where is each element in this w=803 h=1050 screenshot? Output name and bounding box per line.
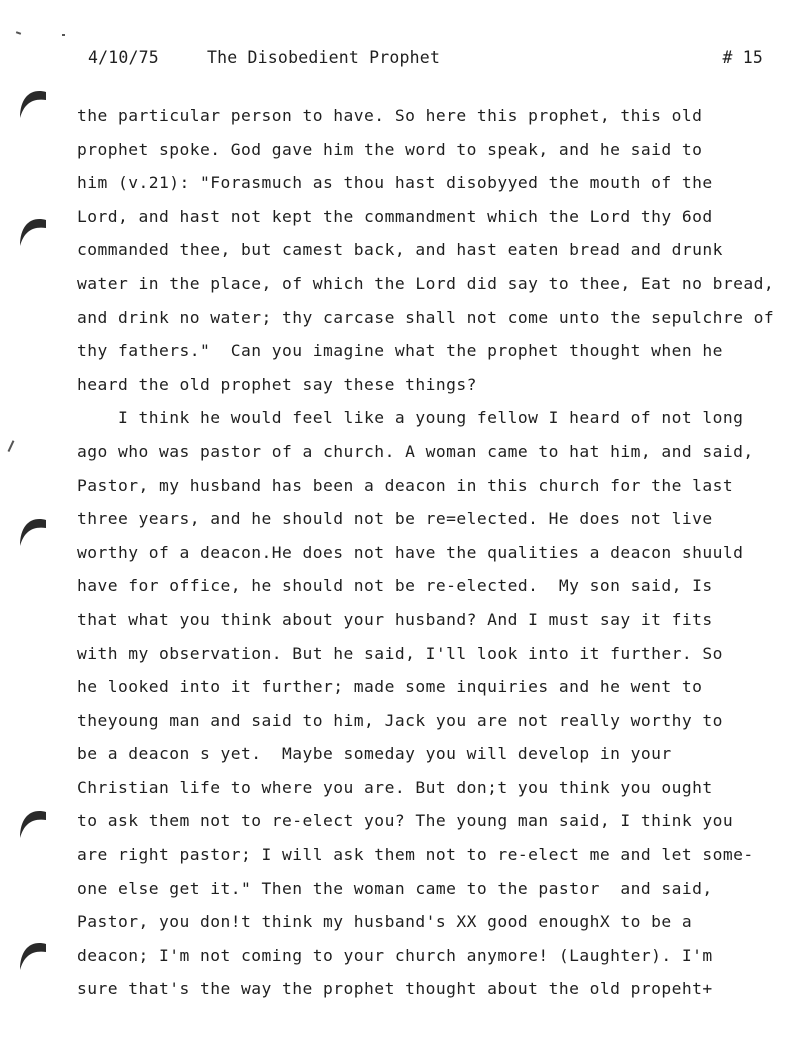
text-line: ago who was pastor of a church. A woman came to hat him, and said,: [77, 441, 754, 461]
text-line: thy fathers." Can you imagine what the prophet thought when he: [77, 341, 723, 361]
text-line: sure that's the way the prophet thought about the old propeht+: [77, 979, 713, 999]
text-line: commanded thee, but camest back, and hast eaten bread and drunk: [77, 240, 723, 260]
text-line: Pastor, my husband has been a deacon in this church for the last: [77, 475, 734, 495]
text-line: are right pastor; I will ask them not to re-elect me and let some-: [77, 845, 754, 865]
text-line: heard the old prophet say these things?: [77, 374, 477, 394]
text-line: Christian life to where you are. But don;t you think you ought: [77, 777, 713, 797]
header-date: 4/10/75: [88, 48, 159, 67]
text-line: be a deacon s yet. Maybe someday you will develop in your: [77, 744, 672, 764]
text-line: three years, and he should not be re=elected. He does not live: [77, 509, 713, 529]
binder-hole-5: [18, 940, 48, 974]
scan-mark-left: [8, 440, 14, 452]
text-line: water in the place, of which the Lord did say to thee, Eat no bread,: [77, 273, 775, 293]
text-line: he looked into it further; made some inquiries and he went to: [77, 677, 703, 697]
binder-hole-4: [18, 808, 48, 842]
text-line: Pastor, you don!t think my husband's XX good enoughX to be a: [77, 912, 693, 932]
header-title: The Disobedient Prophet: [207, 48, 441, 67]
scan-mark-top-2: [62, 34, 65, 36]
text-line: theyoung man and said to him, Jack you are not really worthy to: [77, 710, 723, 730]
text-line: one else get it." Then the woman came to the pastor and said,: [77, 878, 713, 898]
scan-mark-top: [16, 31, 21, 35]
text-line: prophet spoke. God gave him the word to speak, and he said to: [77, 139, 703, 159]
transcript-body: [77, 99, 777, 1006]
binder-hole-1: [18, 88, 48, 122]
text-line: with my observation. But he said, I'll look into it further. So: [77, 643, 723, 663]
text-line: have for office, he should not be re-elected. My son said, Is: [77, 576, 713, 596]
page-header: [88, 48, 763, 72]
binder-hole-2: [18, 216, 48, 250]
text-line: him (v.21): "Forasmuch as thou hast disobyyed the mouth of the: [77, 173, 713, 193]
text-line: worthy of a deacon.He does not have the qualities a deacon shuuld: [77, 542, 744, 562]
text-line: and drink no water; thy carcase shall not come unto the sepulchre of: [77, 307, 775, 327]
text-line: Lord, and hast not kept the commandment which the Lord thy 6od: [77, 206, 713, 226]
header-page-number: # 15: [722, 48, 763, 67]
text-line: I think he would feel like a young fellow I heard of not long: [77, 408, 744, 428]
text-line: that what you think about your husband? And I must say it fits: [77, 609, 713, 629]
text-line: the particular person to have. So here this prophet, this old: [77, 106, 703, 125]
text-line: to ask them not to re-elect you? The young man said, I think you: [77, 811, 734, 831]
binder-hole-3: [18, 516, 48, 550]
text-line: deacon; I'm not coming to your church anymore! (Laughter). I'm: [77, 945, 713, 965]
